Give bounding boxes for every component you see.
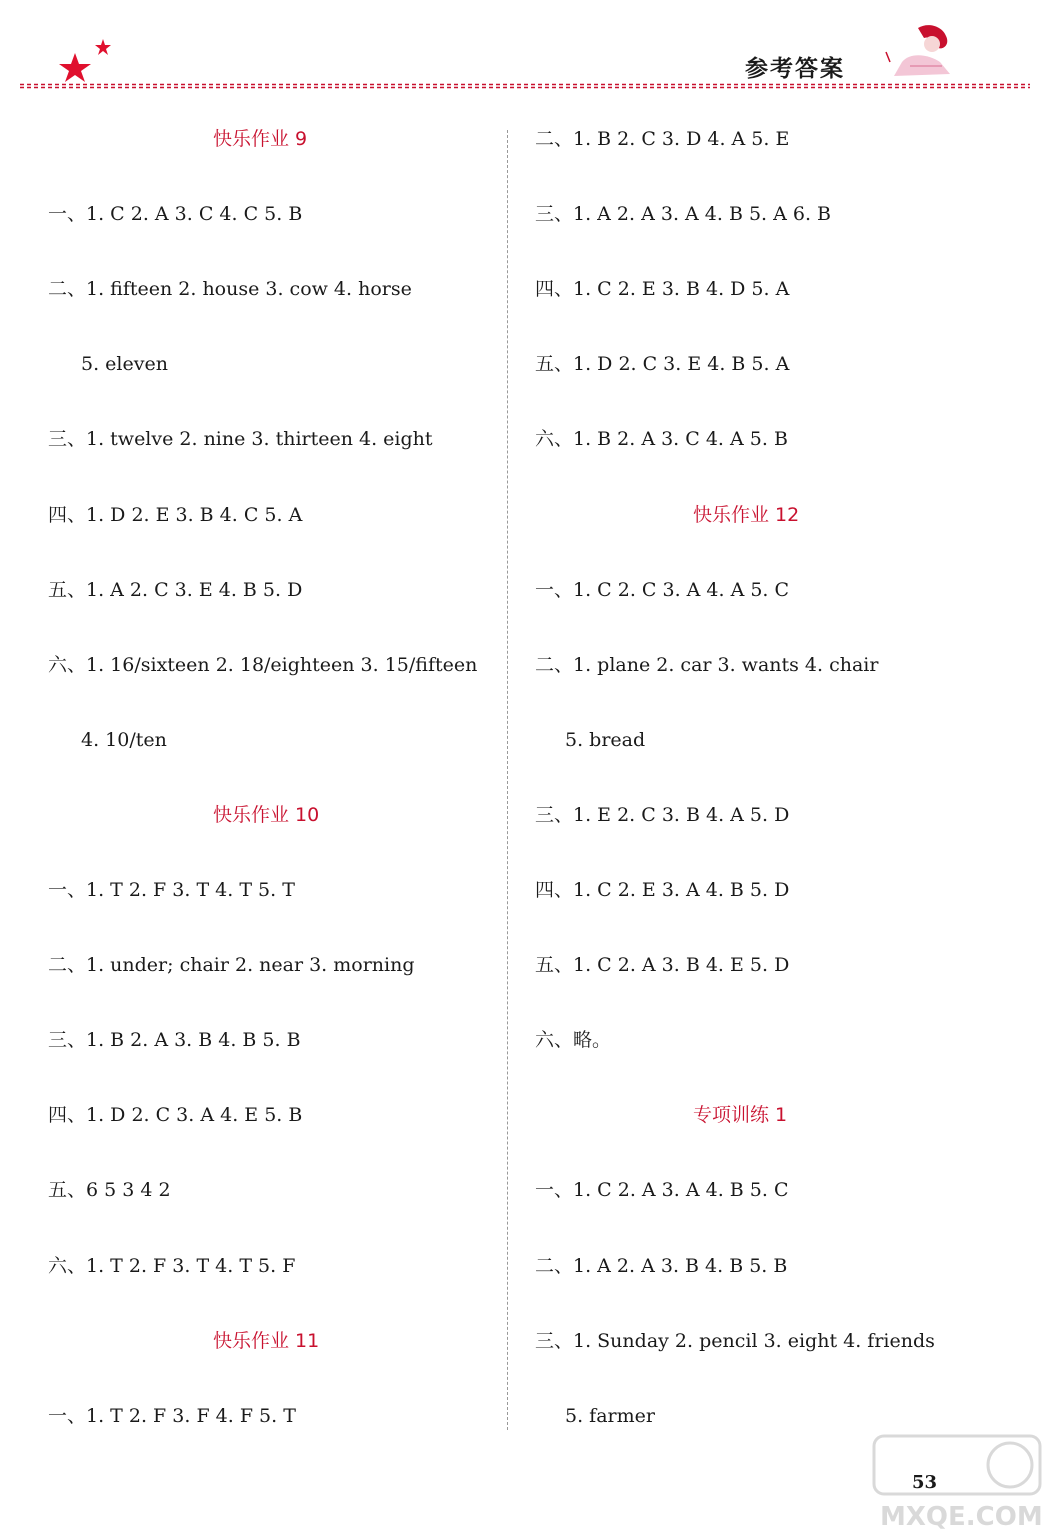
answer-line: 六、略。 <box>535 1029 612 1052</box>
answer-line: 五、1. C 2. A 3. B 4. E 5. D <box>535 954 790 977</box>
answer-line: 二、1. B 2. C 3. D 4. A 5. E <box>535 128 790 150</box>
answer-line: 四、1. D 2. E 3. B 4. C 5. A <box>48 503 303 526</box>
answer-line: 四、1. C 2. E 3. B 4. D 5. A <box>535 278 790 301</box>
answer-line: 二、1. A 2. A 3. B 4. B 5. B <box>535 1254 788 1277</box>
answer-line: 六、1. T 2. F 3. T 4. T 5. F <box>48 1254 296 1277</box>
header-rule <box>20 83 1030 89</box>
stars-icon <box>55 35 125 85</box>
section-heading: 快乐作业 9 <box>213 128 308 150</box>
header-title: 参考答案 <box>745 56 845 82</box>
answer-line: 四、1. D 2. C 3. A 4. E 5. B <box>48 1104 303 1127</box>
girl-illustration-icon <box>880 22 960 84</box>
answer-line: 5. bread <box>565 728 646 751</box>
answer-line: 五、1. A 2. C 3. E 4. B 5. D <box>48 578 303 601</box>
answer-line: 三、1. Sunday 2. pencil 3. eight 4. friends <box>535 1329 935 1352</box>
section-heading: 快乐作业 12 <box>693 503 800 526</box>
watermark-logo-icon <box>870 1430 1045 1530</box>
answer-line: 一、1. T 2. F 3. F 4. F 5. T <box>48 1404 296 1427</box>
page-number: 53 <box>912 1472 938 1493</box>
answer-line: 一、1. T 2. F 3. T 4. T 5. T <box>48 879 295 901</box>
answer-line: 六、1. 16/sixteen 2. 18/eighteen 3. 15/fifteen <box>48 653 478 676</box>
answer-line: 二、1. plane 2. car 3. wants 4. chair <box>535 653 879 676</box>
answer-line: 二、1. fifteen 2. house 3. cow 4. horse <box>48 278 412 301</box>
answer-line: 一、1. C 2. C 3. A 4. A 5. C <box>535 578 790 601</box>
answer-line: 一、1. C 2. A 3. C 4. C 5. B <box>48 203 303 226</box>
answer-line: 三、1. E 2. C 3. B 4. A 5. D <box>535 803 790 826</box>
answer-line: 五、1. D 2. C 3. E 4. B 5. A <box>535 353 790 376</box>
answer-line: 四、1. C 2. E 3. A 4. B 5. D <box>535 879 790 901</box>
svg-text:MXQE.COM: MXQE.COM <box>880 1502 1043 1530</box>
answer-line: 三、1. twelve 2. nine 3. thirteen 4. eight <box>48 428 433 451</box>
section-heading: 快乐作业 11 <box>213 1329 320 1352</box>
answer-line: 六、1. B 2. A 3. C 4. A 5. B <box>535 428 788 451</box>
answer-line: 4. 10/ten <box>81 728 167 751</box>
section-heading: 快乐作业 10 <box>213 803 320 826</box>
answer-line: 5. farmer <box>565 1404 655 1427</box>
answer-line: 三、1. B 2. A 3. B 4. B 5. B <box>48 1029 301 1052</box>
page-header <box>0 0 1050 100</box>
answer-line: 5. eleven <box>81 353 168 376</box>
answer-line: 一、1. C 2. A 3. A 4. B 5. C <box>535 1179 789 1202</box>
section-heading: 专项训练 1 <box>693 1104 788 1127</box>
column-divider <box>507 130 508 1430</box>
answer-line: 三、1. A 2. A 3. A 4. B 5. A 6. B <box>535 203 832 226</box>
answer-line: 五、6 5 3 4 2 <box>48 1179 171 1202</box>
answer-line: 二、1. under; chair 2. near 3. morning <box>48 954 415 977</box>
